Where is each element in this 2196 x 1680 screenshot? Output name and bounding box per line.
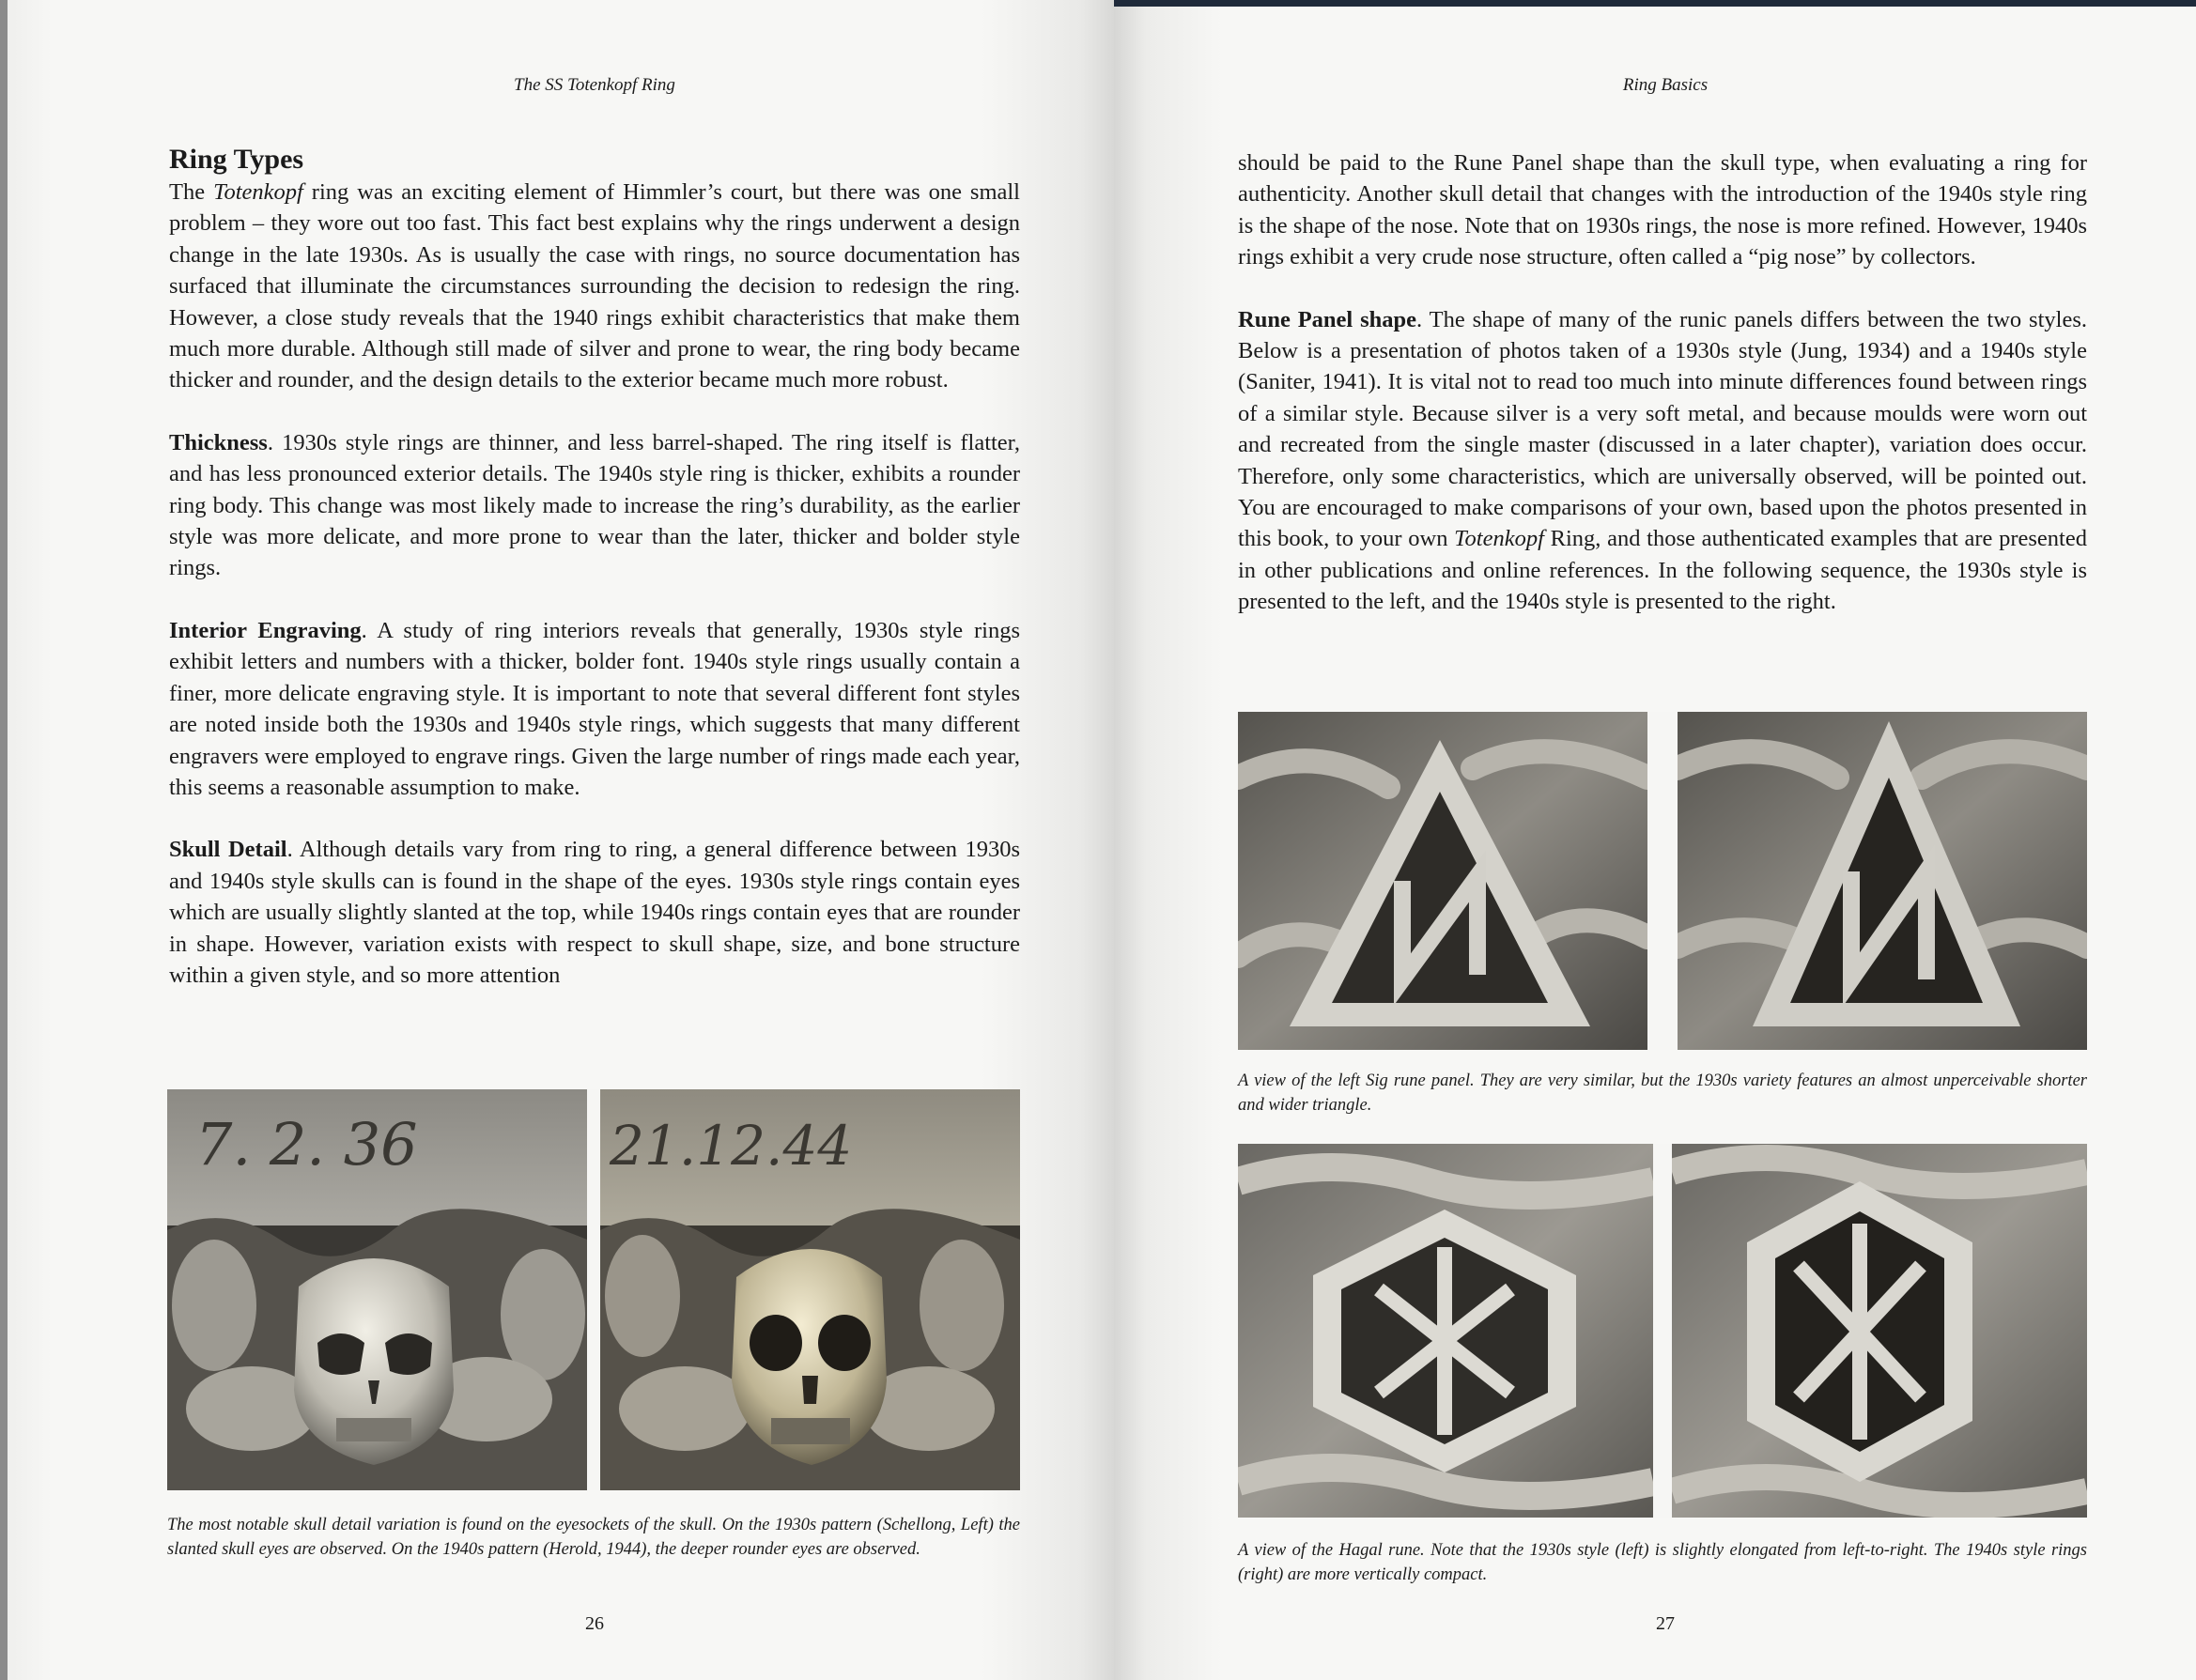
right-text-column: [1238, 147, 2087, 618]
page-number-right: 27: [1656, 1613, 1675, 1634]
rune-panel-paragraph: [1238, 304, 2087, 618]
interior-engraving-text: . A study of ring interiors reveals that generally, 1930s style rings exhibit letters and numbers with a thicker, bolder font. 1940s style rings usually contain a finer, more delicate engraving style. It is important to note that several different font styles are noted inside both the 1930s and 1940s style rings, which suggests that many different engravers were employed to engrave rings. Given the large number of rings made each year, this seems a reasonable assumption to make.: [169, 617, 1020, 800]
hagal-rune-caption: A view of the Hagal rune. Note that the 1930s style (left) is slightly elongated from left-to-right. The 1940s style rings (right) are more vertically compact.: [1238, 1541, 2087, 1584]
running-head-right: Ring Basics: [1622, 75, 1709, 95]
right-page: [1114, 0, 2196, 1680]
intro-italic-term: Totenkopf: [213, 179, 303, 205]
sig-rune-photo-1930s: [1238, 712, 1647, 1050]
hagal-rune-photo-pair: [1238, 1144, 2087, 1518]
rune-panel-text-a: . The shape of many of the runic panels differs between the two styles. Below is a presentation of photos taken of a 1930s style (Jung, 1934) and a 1940s style (Saniter, 1941). It is vital not to read too much into minute differences found between rings of a similar style. Because silver is a very soft metal, and because moulds were worn out and recreated from the single master (discussed in a later chapter), variation does occur. Therefore, only some characteristics, which are universally observed, will be pointed out. You are encouraged to make comparisons of your own, based upon the photos presented in this book, to your own: [1238, 306, 2087, 552]
sig-rune-caption: A view of the left Sig rune panel. They are very similar, but the 1930s variety features an almost unperceivable shorter and wider triangle.: [1238, 1071, 2087, 1115]
skull-photo-1940s: [600, 1089, 1020, 1490]
skull-detail-text: . Although details vary from ring to ring, a general difference between 1930s and 1940s style skulls can is found in the shape of the eyes. 1930s style rings contain eyes which are usually slightly slanted at the top, while 1940s rings contain eyes that are rounder in shape. However, variation exists with respect to skull shape, size, and bone structure within a given style, and so more attention: [169, 837, 1020, 988]
left-page: [8, 0, 1114, 1680]
intro-text: ring was an exciting element of Himmler’s court, but there was one small problem – they wore out too fast. This fact best explains why the rings underwent a design change in the late 1930s. As is usually the case with rings, no source documentation has surfaced that illuminate the circumstances surrounding the decision to redesign the ring. However, a close study reveals that the 1940 rings exhibit characteristics that make them much more durable. Although still made of silver and prone to wear, the ring body became thicker and rounder, and the design details to the exterior became much more robust.: [169, 179, 1020, 393]
skull-detail-paragraph: [169, 834, 1020, 991]
skull-photo-pair: [167, 1089, 1020, 1490]
interior-engraving-heading: Interior Engraving: [169, 617, 362, 643]
rune-italic-term: Totenkopf: [1454, 526, 1544, 552]
running-head-left: The SS Totenkopf Ring: [514, 75, 675, 95]
thickness-heading: Thickness: [169, 429, 268, 455]
sig-rune-photo-pair: [1238, 712, 2087, 1050]
continuation-paragraph: should be paid to the Rune Panel shape than the skull type, when evaluating a ring for authenticity. Another skull detail that changes with the introduction of the 1940s style ring is the shape of the nose. Note that on 1930s rings, the nose is more refined. However, 1940s rings exhibit a very crude nose structure, often called a “pig nose” by collectors.: [1238, 150, 2087, 270]
hagal-rune-photo-1930s: [1238, 1144, 1653, 1518]
hagal-rune-photo-1940s: [1672, 1144, 2087, 1518]
book-edge: [0, 0, 8, 1680]
intro-lead: The: [169, 179, 214, 205]
engraving-1940s: 21.12.44: [610, 1114, 853, 1178]
skull-caption: The most notable skull detail variation is found on the eyesockets of the skull. On the 1930s pattern (Schellong, Left) the slanted skull eyes are observed. On the 1940s pattern (Herold, 1944), the deeper rounder eyes are observed.: [167, 1516, 1020, 1559]
rune-panel-heading: Rune Panel shape: [1238, 306, 1417, 332]
thickness-text: . 1930s style rings are thinner, and less barrel-shaped. The ring itself is flatter, and has less pronounced exterior details. The 1940s style ring is thicker, exhibits a rounder ring body. This change was most likely made to increase the ring’s durability, as the earlier style was more delicate, and more prone to wear than the later, thicker and bolder style rings.: [169, 429, 1020, 581]
intro-paragraph: [169, 177, 1020, 396]
page-number-left: 26: [585, 1613, 604, 1634]
skull-photo-1930s: [167, 1089, 587, 1490]
left-text-column: [169, 143, 1020, 991]
section-title: Ring Types: [169, 144, 304, 175]
thickness-paragraph: [169, 427, 1020, 584]
interior-engraving-paragraph: [169, 615, 1020, 803]
top-edge-bar: [1114, 0, 2196, 7]
skull-detail-heading: Skull Detail: [169, 837, 287, 863]
rune-panel-text-b: Ring, and those authenticated examples that are presented in other publications and online references. In the following sequence, the 1930s style is presented to the left, and the 1940s style is presented to the right.: [1238, 526, 2087, 615]
engraving-1930s: 7. 2. 36: [195, 1110, 418, 1179]
sig-rune-photo-1940s: [1678, 712, 2087, 1050]
